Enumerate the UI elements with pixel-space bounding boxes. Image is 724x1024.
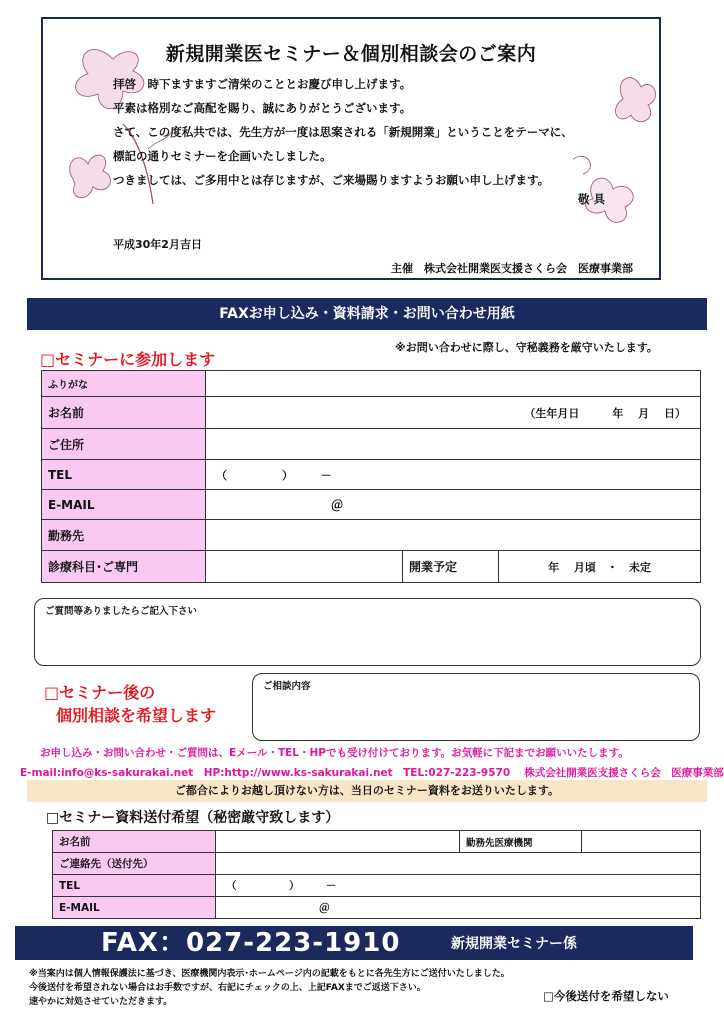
address-field[interactable]: [206, 429, 701, 460]
fax-number: FAX：027-223-1910: [101, 928, 401, 958]
footer-note-3: 速やかに対処させていただきます。: [29, 997, 173, 1007]
mat-email-label: E-MAIL: [53, 897, 216, 919]
workplace-field[interactable]: [206, 520, 701, 551]
materials-request-checkbox[interactable]: □セミナー資料送付希望（秘密厳守致します）: [46, 810, 340, 826]
invitation-host: 主催 株式会社開業医支援さくら会 医療事業部: [391, 262, 633, 275]
furigana-label: ふりがな: [42, 371, 206, 397]
questions-label: ご質問等ありましたらご記入下さい: [45, 606, 198, 617]
tel-template: （ ） －: [216, 468, 332, 482]
closing-phrase: 敬具: [578, 192, 609, 206]
consultation-textarea[interactable]: [252, 673, 700, 741]
mat-institution-field[interactable]: [582, 831, 701, 853]
fax-number-bar: [15, 926, 693, 960]
registration-form: [41, 370, 701, 583]
tel-field[interactable]: [206, 460, 701, 490]
invitation-box: [41, 17, 661, 280]
fax-form-banner: FAXお申し込み・資料請求・お問い合わせ用紙: [27, 298, 707, 330]
name-field[interactable]: [206, 397, 701, 429]
consultation-checkbox[interactable]: □セミナー後の: [44, 683, 156, 702]
cherry-blossom-decoration-right: [553, 39, 658, 269]
invitation-title: 新規開業医セミナー＆個別相談会のご案内: [165, 43, 537, 65]
address-label: ご住所: [42, 429, 206, 460]
materials-form: [52, 830, 701, 919]
invitation-line: つきましては、ご多用中とは存じますが、ご来場賜りますようお願い申し上げます。: [113, 173, 550, 187]
birthdate-field[interactable]: （生年月日 年 月 日）: [524, 406, 687, 420]
email-at-sign: ＠: [331, 498, 344, 512]
mat-contact-field[interactable]: [216, 853, 701, 875]
materials-info-bar: ご都合によりお越し頂けない方は、当日のセミナー資料をお送りいたします。: [27, 780, 707, 802]
questions-textarea[interactable]: [34, 598, 701, 666]
consultation-box-label: ご相談内容: [263, 681, 311, 692]
invitation-date: 平成30年2月吉日: [113, 238, 202, 251]
mat-tel-field[interactable]: [216, 875, 701, 897]
opening-plan-label: 開業予定: [403, 551, 499, 583]
invitation-line: 平素は格別なご高配を賜り、誠にありがとうございます。: [113, 101, 412, 115]
invitation-line: 標記の通りセミナーを企画いたしました。: [113, 149, 332, 163]
contact-notice: お申し込み・お問い合わせ・ご質問は、Eメール・TEL・HPでも受け付けております。お気軽に下記までお願いいたします。: [40, 747, 629, 759]
confidentiality-note: ※お問い合わせに際し、守秘義務を厳守いたします。: [395, 341, 658, 354]
footer-note-2: 今後送付を希望されない場合はお手数ですが、右記にチェックの上、上記FAXまでご返送下さい。: [29, 983, 426, 993]
contact-details: E-mail:info@ks-sakurakai.net HP:http://www.ks-sakurakai.net TEL:027-223-9570 株式会社開業医支援さくら会 医療事業部: [20, 767, 724, 779]
seminar-attend-checkbox[interactable]: □セミナーに参加します: [40, 350, 216, 369]
fax-department: 新規開業セミナー係: [451, 936, 577, 952]
furigana-field[interactable]: [206, 371, 701, 397]
mat-name-field[interactable]: [216, 831, 460, 853]
name-label: お名前: [42, 397, 206, 429]
mat-institution-label: 勤務先医療機関: [460, 831, 582, 853]
mat-tel-template: （ ） －: [226, 880, 337, 892]
consultation-heading: 個別相談を希望します: [56, 706, 217, 725]
opening-plan-template: 年 月頃 ・ 未定: [548, 560, 651, 574]
mat-contact-label: ご連絡先（送付先）: [53, 853, 216, 875]
mat-email-at-sign: ＠: [319, 902, 330, 914]
specialty-label: 診療科目･ご専門: [42, 551, 206, 583]
invitation-line: さて、この度私共では、先生方が一度は思案される「新規開業」ということをテーマに、: [113, 125, 573, 139]
email-label: E-MAIL: [42, 490, 206, 520]
mat-email-field[interactable]: [216, 897, 701, 919]
mat-name-label: お名前: [53, 831, 216, 853]
tel-label: TEL: [42, 460, 206, 490]
workplace-label: 勤務先: [42, 520, 206, 551]
opening-plan-field[interactable]: [499, 551, 701, 583]
invitation-line: 拝啓 時下ますますご清栄のこととお慶び申し上げます。: [113, 77, 412, 91]
email-field[interactable]: [206, 490, 701, 520]
specialty-field[interactable]: [206, 551, 403, 583]
opt-out-checkbox[interactable]: □今後送付を希望しない: [543, 989, 669, 1003]
footer-note-1: ※当案内は個人情報保護法に基づき、医療機関内表示･ホームページ内の記載をもとに各先生方にご送付いたしました。: [29, 969, 510, 979]
mat-tel-label: TEL: [53, 875, 216, 897]
